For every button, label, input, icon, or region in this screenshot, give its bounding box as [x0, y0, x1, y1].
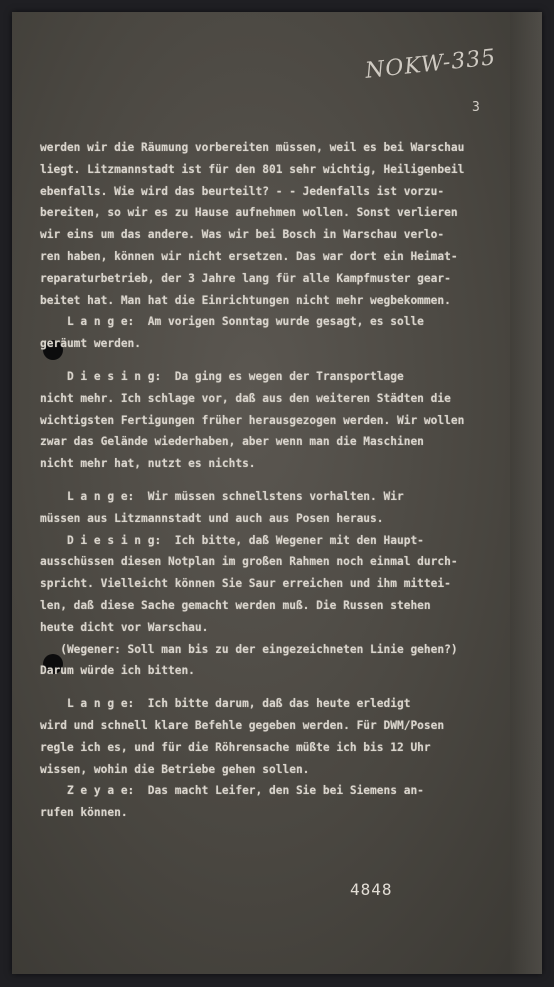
page-number: 3 — [472, 100, 480, 115]
typed-transcript — [40, 137, 510, 824]
transcript-line: nicht mehr. Ich schlage vor, daß aus den weiteren Städten die — [40, 391, 451, 405]
transcript-line: ebenfalls. Wie wird das beurteilt? - - Jedenfalls ist vorzu- — [40, 184, 445, 198]
document-stamp-number: 4848 — [350, 880, 393, 899]
transcript-line: reparaturbetrieb, der 3 Jahre lang für alle Kampfmuster gear- — [40, 271, 451, 285]
paragraph-gap — [40, 475, 510, 486]
transcript-line: (Wegener: Soll man bis zu der eingezeichneten Linie gehen?) — [40, 642, 458, 656]
transcript-line: Z e y a e: Das macht Leifer, den Sie bei Siemens an- — [40, 784, 424, 798]
transcript-line: D i e s i n g: Ich bitte, daß Wegener mit den Haupt- — [40, 533, 424, 547]
transcript-line: len, daß diese Sache gemacht werden muß. Die Russen stehen — [40, 598, 431, 612]
page-edge-shadow — [510, 12, 542, 974]
transcript-line: wichtigsten Fertigungen früher herausgezogen werden. Wir wollen — [40, 413, 465, 427]
transcript-line: regle ich es, und für die Röhrensache müßte ich bis 12 Uhr — [40, 740, 431, 754]
transcript-line: L a n g e: Ich bitte darum, daß das heute erledigt — [40, 697, 411, 711]
transcript-line: liegt. Litzmannstadt ist für den 801 sehr wichtig, Heiligenbeil — [40, 162, 465, 176]
transcript-line: Darum würde ich bitten. — [40, 664, 195, 678]
transcript-line: D i e s i n g: Da ging es wegen der Transportlage — [40, 369, 404, 383]
transcript-line: nicht mehr hat, nutzt es nichts. — [40, 457, 256, 471]
transcript-line: müssen aus Litzmannstadt und auch aus Posen heraus. — [40, 511, 384, 525]
transcript-line: ren haben, können wir nicht ersetzen. Das war dort ein Heimat- — [40, 249, 458, 263]
transcript-line: ausschüssen diesen Notplan im großen Rahmen noch einmal durch- — [40, 555, 458, 569]
transcript-line: zwar das Gelände wiederhaben, aber wenn man die Maschinen — [40, 435, 424, 449]
handwritten-reference: NOKW-335 — [364, 45, 498, 84]
paragraph-gap — [40, 682, 510, 693]
transcript-line: geräumt werden. — [40, 337, 142, 351]
transcript-line: L a n g e: Am vorigen Sonntag wurde gesagt, es solle — [40, 315, 424, 329]
transcript-line: spricht. Vielleicht können Sie Saur erreichen und ihm mittei- — [40, 577, 451, 591]
transcript-line: L a n g e: Wir müssen schnellstens vorhalten. Wir — [40, 489, 404, 503]
transcript-line: rufen können. — [40, 806, 128, 820]
transcript-line: beitet hat. Man hat die Einrichtungen nicht mehr wegbekommen. — [40, 293, 451, 307]
transcript-line: wissen, wohin die Betriebe gehen sollen. — [40, 762, 310, 776]
transcript-line: heute dicht vor Warschau. — [40, 620, 209, 634]
transcript-line: wir eins um das andere. Was wir bei Bosch in Warschau verlo- — [40, 228, 445, 242]
transcript-line: werden wir die Räumung vorbereiten müssen, weil es bei Warschau — [40, 141, 465, 154]
paragraph-gap — [40, 355, 510, 366]
transcript-line: bereiten, so wir es zu Hause aufnehmen wollen. Sonst verlieren — [40, 206, 458, 220]
transcript-line: wird und schnell klare Befehle gegeben werden. Für DWM/Posen — [40, 718, 445, 732]
